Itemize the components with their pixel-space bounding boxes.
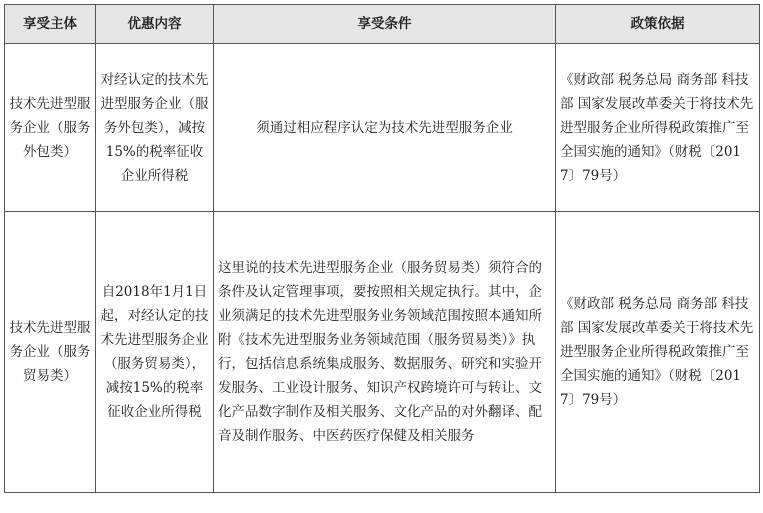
header-subject: 享受主体 <box>5 5 96 44</box>
header-condition: 享受条件 <box>214 5 556 44</box>
cell-benefit: 自2018年1月1日起，对经认定的技术先进型服务企业（服务贸易类），减按15%的税率征收企业所得税 <box>96 212 214 493</box>
cell-benefit: 对经认定的技术先进型服务企业（服务外包类），减按15%的税率征收企业所得税 <box>96 44 214 212</box>
table-row <box>5 44 760 212</box>
header-row <box>5 5 760 44</box>
header-basis: 政策依据 <box>556 5 760 44</box>
cell-subject: 技术先进型服务企业（服务贸易类） <box>5 212 96 493</box>
table-row <box>5 212 760 493</box>
header-benefit: 优惠内容 <box>96 5 214 44</box>
cell-condition: 这里说的技术先进型服务企业（服务贸易类）须符合的条件及认定管理事项，要按照相关规定执行。其中，企业须满足的技术先进型服务业务领域范围按照本通知所附《技术先进型服务业务领域范围（服务贸易类）》执行，包括信息系统集成服务、数据服务、研究和实验开发服务、工业设计服务、知识产权跨境许可与转让、文化产品数字制作及相关服务、文化产品的对外翻译、配音及制作服务、中医药医疗保健及相关服务 <box>214 212 556 493</box>
cell-basis: 《财政部 税务总局 商务部 科技部 国家发展改革委关于将技术先进型服务企业所得税政策推广至全国实施的通知》（财税〔2017〕79号） <box>556 212 760 493</box>
policy-table <box>4 4 760 493</box>
cell-subject: 技术先进型服务企业（服务外包类） <box>5 44 96 212</box>
cell-basis: 《财政部 税务总局 商务部 科技部 国家发展改革委关于将技术先进型服务企业所得税政策推广至全国实施的通知》（财税〔2017〕79号） <box>556 44 760 212</box>
cell-condition: 须通过相应程序认定为技术先进型服务企业 <box>214 44 556 212</box>
